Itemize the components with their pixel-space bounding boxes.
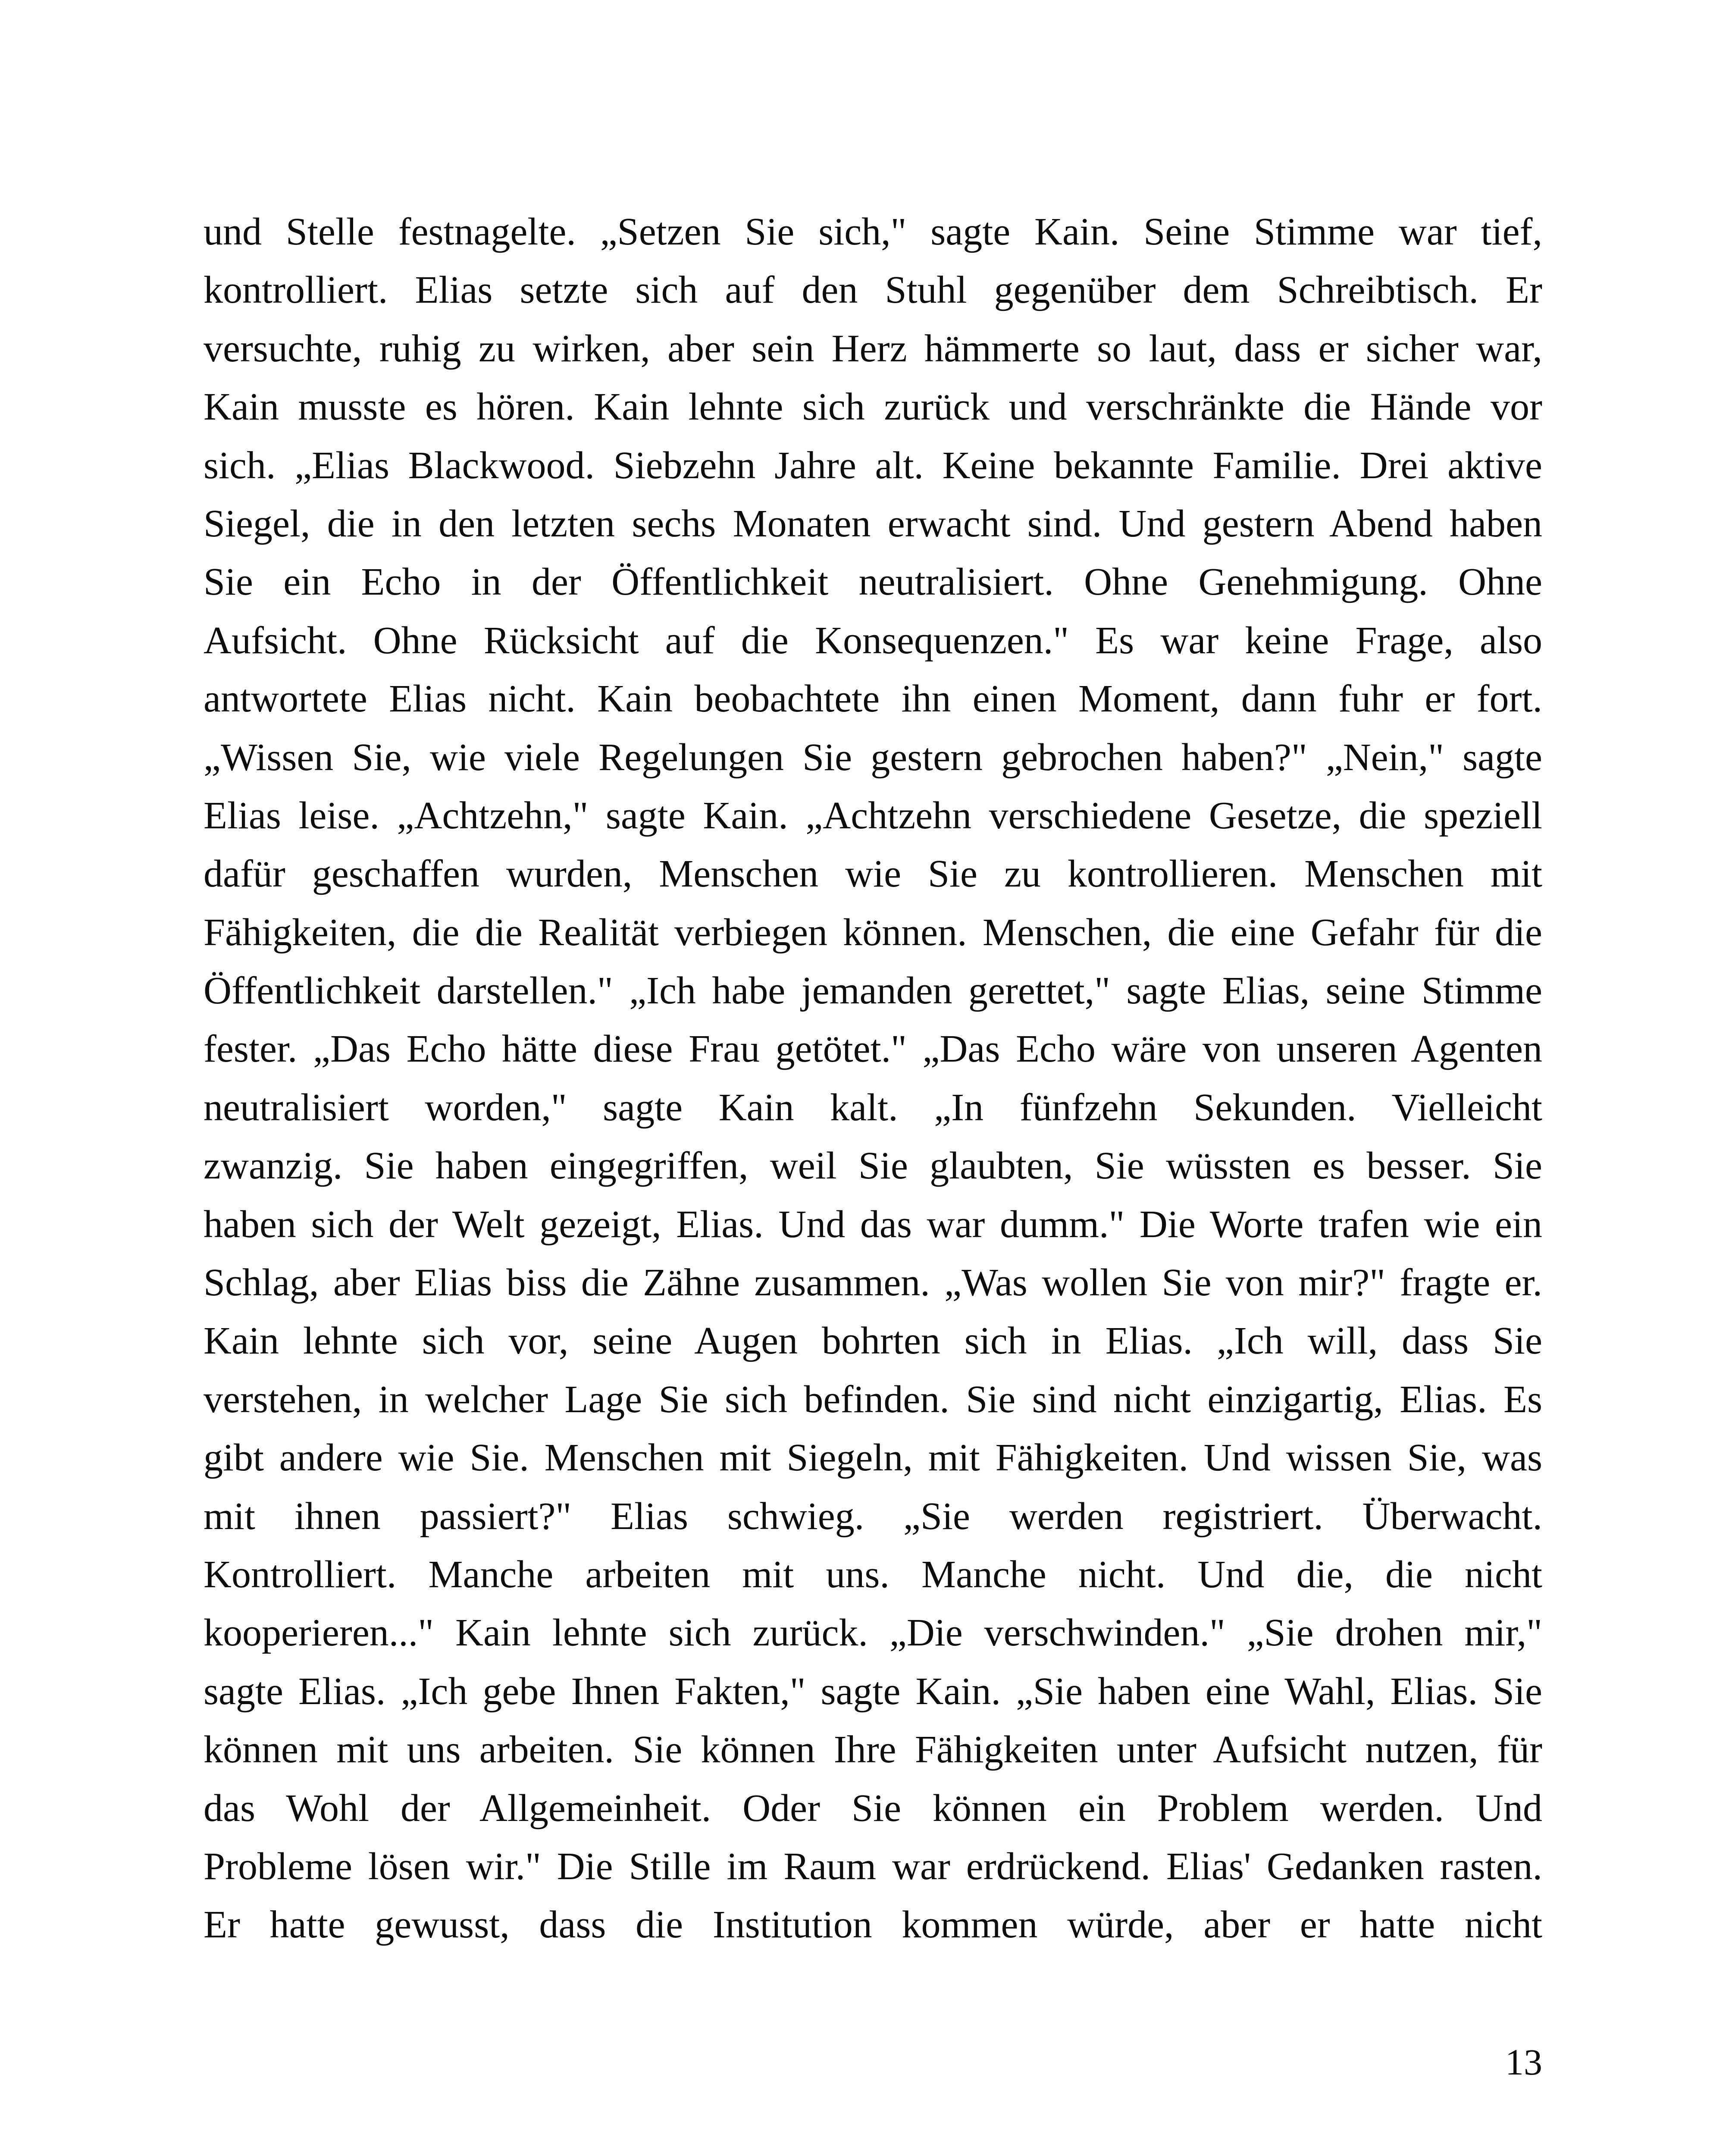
text-line: Siegel, die in den letzten sechs Monaten erwacht sind. Und gestern Abend haben (204, 502, 1542, 545)
text-line: Elias leise. „Achtzehn," sagte Kain. „Achtzehn verschiedene Gesetze, die speziell (204, 794, 1542, 837)
text-line: versuchte, ruhig zu wirken, aber sein Herz hämmerte so laut, dass er sicher war, (204, 327, 1542, 370)
page-number: 13 (1505, 2041, 1542, 2083)
text-line: Kain musste es hören. Kain lehnte sich zurück und verschränkte die Hände vor (204, 385, 1542, 429)
text-line: dafür geschaffen wurden, Menschen wie Sie zu kontrollieren. Menschen mit (204, 852, 1542, 896)
text-line: Er hatte gewusst, dass die Institution kommen würde, aber er hatte nicht (204, 1903, 1542, 1946)
text-line: sagte Elias. „Ich gebe Ihnen Fakten," sagte Kain. „Sie haben eine Wahl, Elias. Sie (204, 1670, 1542, 1713)
text-line: Aufsicht. Ohne Rücksicht auf die Konsequenzen." Es war keine Frage, also (204, 619, 1542, 662)
text-line: Kontrolliert. Manche arbeiten mit uns. Manche nicht. Und die, die nicht (204, 1553, 1542, 1596)
text-line: Schlag, aber Elias biss die Zähne zusammen. „Was wollen Sie von mir?" fragte er. (204, 1261, 1542, 1304)
text-line: sich. „Elias Blackwood. Siebzehn Jahre alt. Keine bekannte Familie. Drei aktive (204, 444, 1542, 487)
text-line: und Stelle festnagelte. „Setzen Sie sich," sagte Kain. Seine Stimme war tief, (204, 210, 1542, 253)
text-line: fester. „Das Echo hätte diese Frau getötet." „Das Echo wäre von unseren Agenten (204, 1028, 1542, 1071)
text-line: „Wissen Sie, wie viele Regelungen Sie gestern gebrochen haben?" „Nein," sagte (204, 736, 1542, 779)
text-line: antwortete Elias nicht. Kain beobachtete ihn einen Moment, dann fuhr er fort. (204, 677, 1542, 721)
text-line: Öffentlichkeit darstellen." „Ich habe jemanden gerettet," sagte Elias, seine Stimme (204, 969, 1542, 1012)
text-line: kooperieren..." Kain lehnte sich zurück. „Die verschwinden." „Sie drohen mir," (204, 1611, 1542, 1655)
text-line: gibt andere wie Sie. Menschen mit Siegeln, mit Fähigkeiten. Und wissen Sie, was (204, 1436, 1542, 1479)
text-line: mit ihnen passiert?" Elias schwieg. „Sie werden registriert. Überwacht. (204, 1495, 1542, 1538)
text-line: neutralisiert worden," sagte Kain kalt. „In fünfzehn Sekunden. Vielleicht (204, 1086, 1542, 1129)
text-line: Fähigkeiten, die die Realität verbiegen können. Menschen, die eine Gefahr für die (204, 911, 1542, 954)
body-text (204, 203, 1542, 1954)
text-line: Sie ein Echo in der Öffentlichkeit neutralisiert. Ohne Genehmigung. Ohne (204, 561, 1542, 604)
text-line: können mit uns arbeiten. Sie können Ihre Fähigkeiten unter Aufsicht nutzen, für (204, 1728, 1542, 1771)
text-line: zwanzig. Sie haben eingegriffen, weil Sie glaubten, Sie wüssten es besser. Sie (204, 1144, 1542, 1188)
text-line: kontrolliert. Elias setzte sich auf den Stuhl gegenüber dem Schreibtisch. Er (204, 269, 1542, 312)
text-line: verstehen, in welcher Lage Sie sich befinden. Sie sind nicht einzigartig, Elias. Es (204, 1378, 1542, 1421)
text-line: Kain lehnte sich vor, seine Augen bohrten sich in Elias. „Ich will, dass Sie (204, 1319, 1542, 1363)
text-line: Probleme lösen wir." Die Stille im Raum war erdrückend. Elias' Gedanken rasten. (204, 1845, 1542, 1888)
text-line: haben sich der Welt gezeigt, Elias. Und das war dumm." Die Worte trafen wie ein (204, 1203, 1542, 1246)
text-line: das Wohl der Allgemeinheit. Oder Sie können ein Problem werden. Und (204, 1786, 1542, 1830)
